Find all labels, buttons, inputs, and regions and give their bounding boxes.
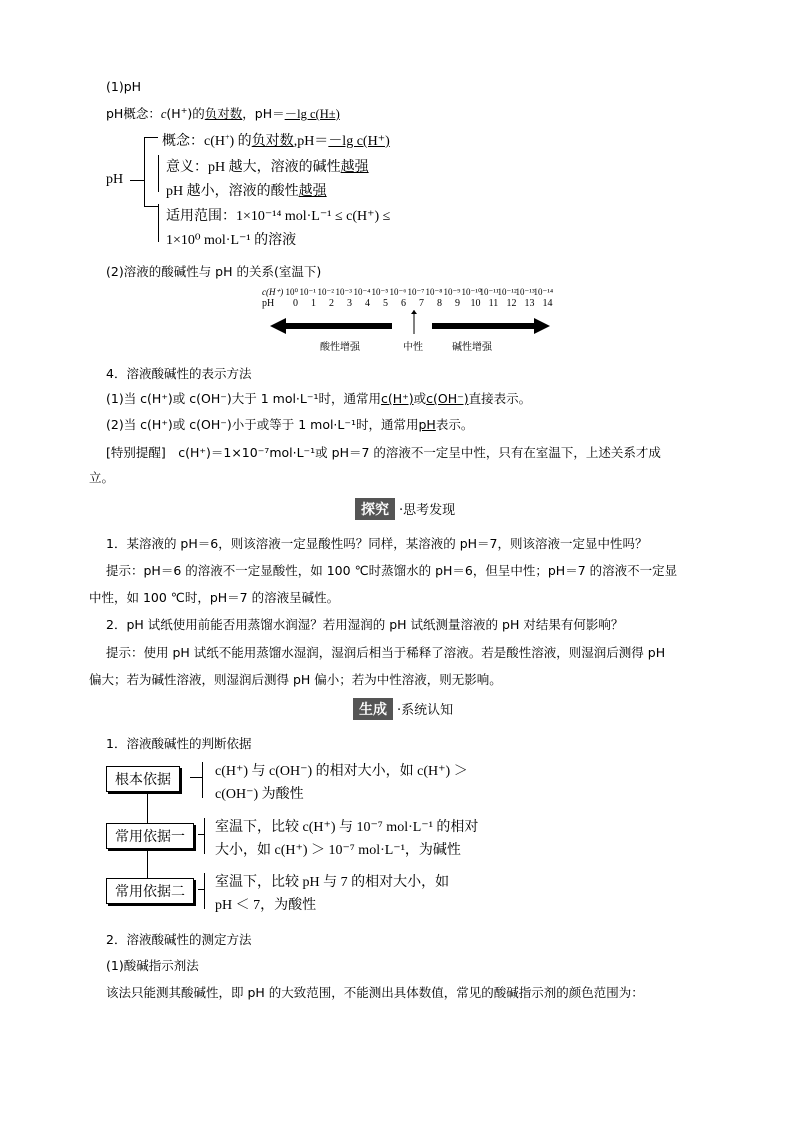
box-common-2: 常用依据二 [106, 878, 194, 904]
ph-row [262, 298, 557, 309]
box3-line2: pH ＜ 7，为酸性 [215, 898, 317, 913]
ph-value: 7 [419, 298, 424, 309]
p2-pre: (2)当 c(H⁺)或 c(OH⁻)小于或等于 1 mol·L⁻¹时，通常用 [106, 417, 419, 432]
p1-post: 直接表示。 [468, 391, 532, 406]
ch-value: 10⁻¹⁴ [533, 287, 554, 297]
ph-values [287, 298, 557, 309]
line1-post: ,pH＝ [293, 134, 329, 149]
ch-value: 10⁻⁷ [407, 287, 425, 297]
ph-value: 6 [401, 298, 406, 309]
ch-value: 10⁻¹⁰ [461, 287, 482, 297]
ph-value: 9 [455, 298, 460, 309]
ch-value: 10⁻⁸ [425, 287, 443, 297]
ph-value: 5 [383, 298, 388, 309]
line1-underline: 负对数 [251, 134, 294, 149]
concept-text: (H [166, 106, 181, 121]
ph-value: 13 [524, 298, 535, 309]
box1-connector [190, 777, 202, 778]
line2-pre: 意义：pH 越大，溶液的碱性 [166, 160, 341, 175]
explore-a2-line1: 提示：使用 pH 试纸不能用蒸馏水湿润，湿润后相当于稀释了溶液。若是酸性溶液，则湿润后测得 pH [106, 645, 666, 660]
line3-pre: pH 越小，溶液的酸性 [166, 184, 299, 199]
base-arrow [432, 318, 550, 334]
brace-tick-3 [144, 206, 158, 207]
line3-underline: 越强 [298, 184, 327, 199]
ch-value: 10⁻⁵ [371, 287, 389, 297]
brace-lower [144, 180, 145, 206]
explore-a1-line2: 中性，如 100 ℃时，pH＝7 的溶液呈碱性。 [89, 590, 340, 605]
ph-value: 11 [488, 298, 499, 309]
box1-line1: c(H⁺) 与 c(OH⁻) 的相对大小，如 c(H⁺) ＞ [215, 764, 468, 779]
brace-upper [144, 137, 145, 181]
box1-line2: c(OH⁻) 为酸性 [215, 787, 304, 802]
ch-value: 10⁻¹² [497, 287, 517, 297]
concept-text2: )的 [187, 106, 205, 121]
box3-brace [204, 873, 205, 909]
ph-value: 0 [293, 298, 298, 309]
p2-ph: pH [418, 417, 436, 432]
concept-ph-eq: ，pH＝ [242, 106, 285, 121]
ph-concept-line [106, 104, 340, 122]
ch-value: 10⁰ [285, 287, 299, 297]
line1-pre: 概念：c(H [162, 134, 225, 149]
explore-a1-line1: 提示：pH＝6 的溶液不一定显酸性，如 100 ℃时蒸馏水的 pH＝6，但呈中性；pH＝7 的溶液不一定显 [106, 563, 678, 578]
generate-h2: 2．溶液酸碱性的测定方法 [106, 932, 252, 947]
p1-pre: (1)当 c(H⁺)或 c(OH⁻)大于 1 mol·L⁻¹时，通常用 [106, 391, 381, 406]
section-4-p2 [106, 415, 473, 433]
section-2-heading: (2)溶液的酸碱性与 pH 的关系(室温下) [106, 264, 322, 279]
box-fundamental: 根本依据 [106, 766, 180, 792]
box2-line2: 大小，如 c(H⁺) ＞ 10⁻⁷ mol·L⁻¹，为碱性 [215, 843, 461, 858]
p2-post: 表示。 [435, 417, 474, 432]
acid-label: 酸性增强 [320, 342, 360, 353]
ph-value: 8 [437, 298, 442, 309]
concept-formula: －lg c(H±) [284, 107, 340, 121]
concept-sup: + [180, 105, 188, 115]
ch-value: 10⁻¹ [299, 287, 316, 297]
concept-label: pH概念： [106, 106, 161, 121]
line1-formula: －lg c(H⁺) [328, 134, 390, 149]
ch-row [262, 287, 552, 298]
special-tip-line1: [特别提醒] c(H⁺)＝1×10⁻⁷mol·L⁻¹或 pH＝7 的溶液不一定呈中性，只有在室温下，上述关系才成 [106, 445, 661, 460]
explore-q2: 2．pH 试纸使用前能否用蒸馏水润湿？若用湿润的 pH 试纸测量溶液的 pH 对结果有何影响？ [106, 617, 624, 632]
generate-header [353, 698, 453, 720]
ch-value: 10⁻¹³ [515, 287, 535, 297]
diagram-line-range: 适用范围：1×10⁻¹⁴ mol·L⁻¹ ≤ c(H⁺) ≤ [166, 209, 391, 224]
diagram-line-range-2: 1×10⁰ mol·L⁻¹ 的溶液 [166, 233, 297, 248]
brace-tick-1 [144, 137, 158, 138]
box2-line1: 室温下，比较 c(H⁺) 与 10⁻⁷ mol·L⁻¹ 的相对 [215, 820, 479, 835]
explore-badge: 探究 [355, 498, 395, 520]
section-4-p1 [106, 389, 531, 407]
generate-h1: 1．溶液酸碱性的判断依据 [106, 736, 252, 751]
ch-value: 10⁻⁶ [389, 287, 407, 297]
explore-a2-line2: 偏大；若为碱性溶液，则湿润后测得 pH 偏小；若为中性溶液，则无影响。 [89, 672, 502, 687]
ch-label: c(H⁺) [262, 287, 284, 297]
concept-negative-log: 负对数 [204, 106, 243, 121]
acid-arrow [270, 318, 392, 334]
diagram-root-ph: pH [106, 172, 124, 187]
ch-value: 10⁻⁴ [353, 287, 371, 297]
ph-value: 14 [542, 298, 553, 309]
diagram-line-concept [162, 130, 390, 150]
sub-brace-3 [158, 204, 159, 242]
box1-brace [202, 762, 203, 798]
ph-label: pH [262, 298, 275, 309]
line1-mid: ) 的 [229, 134, 252, 149]
ph-value: 12 [506, 298, 517, 309]
ch-value: 10⁻¹¹ [479, 287, 499, 297]
p1-mid: 或 [413, 391, 427, 406]
generate-title: ·系统认知 [397, 703, 454, 718]
explore-q1: 1．某溶液的 pH＝6，则该溶液一定显酸性吗？同样，某溶液的 pH＝7，则该溶液一定显中性吗？ [106, 536, 648, 551]
explore-title: ·思考发现 [399, 503, 456, 518]
box-common-1: 常用依据一 [106, 823, 194, 849]
p1-coh: c(OH⁻) [426, 391, 469, 406]
ch-value: 10⁻² [317, 287, 334, 297]
line1-sup: + [225, 132, 230, 142]
generate-last-line: 该法只能测其酸碱性，即 pH 的大致范围，不能测出具体数值，常见的酸碱指示剂的颜色范围为： [106, 985, 644, 1000]
section-1-heading: (1)pH [106, 79, 142, 94]
line2-underline: 越强 [340, 160, 369, 175]
p1-ch: c(H⁺) [380, 391, 414, 406]
special-tip-line2: 立。 [89, 470, 115, 485]
neutral-label: 中性 [403, 342, 423, 353]
ph-value: 2 [329, 298, 334, 309]
ph-value: 10 [470, 298, 481, 309]
ph-value: 3 [347, 298, 352, 309]
generate-h2-1: (1)酸碱指示剂法 [106, 958, 199, 973]
ch-values [286, 287, 552, 298]
ph-value: 1 [311, 298, 316, 309]
explore-header [355, 498, 455, 520]
section-4-heading: 4．溶液酸碱性的表示方法 [106, 366, 252, 381]
diagram-line-meaning [166, 156, 369, 176]
ph-value: 4 [365, 298, 370, 309]
ch-value: 10⁻⁹ [443, 287, 461, 297]
box2-brace [204, 818, 205, 854]
sub-brace-2 [158, 155, 159, 192]
ch-value: 10⁻³ [335, 287, 352, 297]
generate-badge: 生成 [353, 698, 393, 720]
brace-stem [130, 180, 144, 181]
neutral-arrowhead [411, 310, 417, 314]
c-symbol: c [160, 107, 167, 121]
diagram-line-meaning-2 [166, 180, 327, 200]
base-label: 碱性增强 [452, 342, 492, 353]
box3-line1: 室温下，比较 pH 与 7 的相对大小，如 [215, 875, 450, 890]
